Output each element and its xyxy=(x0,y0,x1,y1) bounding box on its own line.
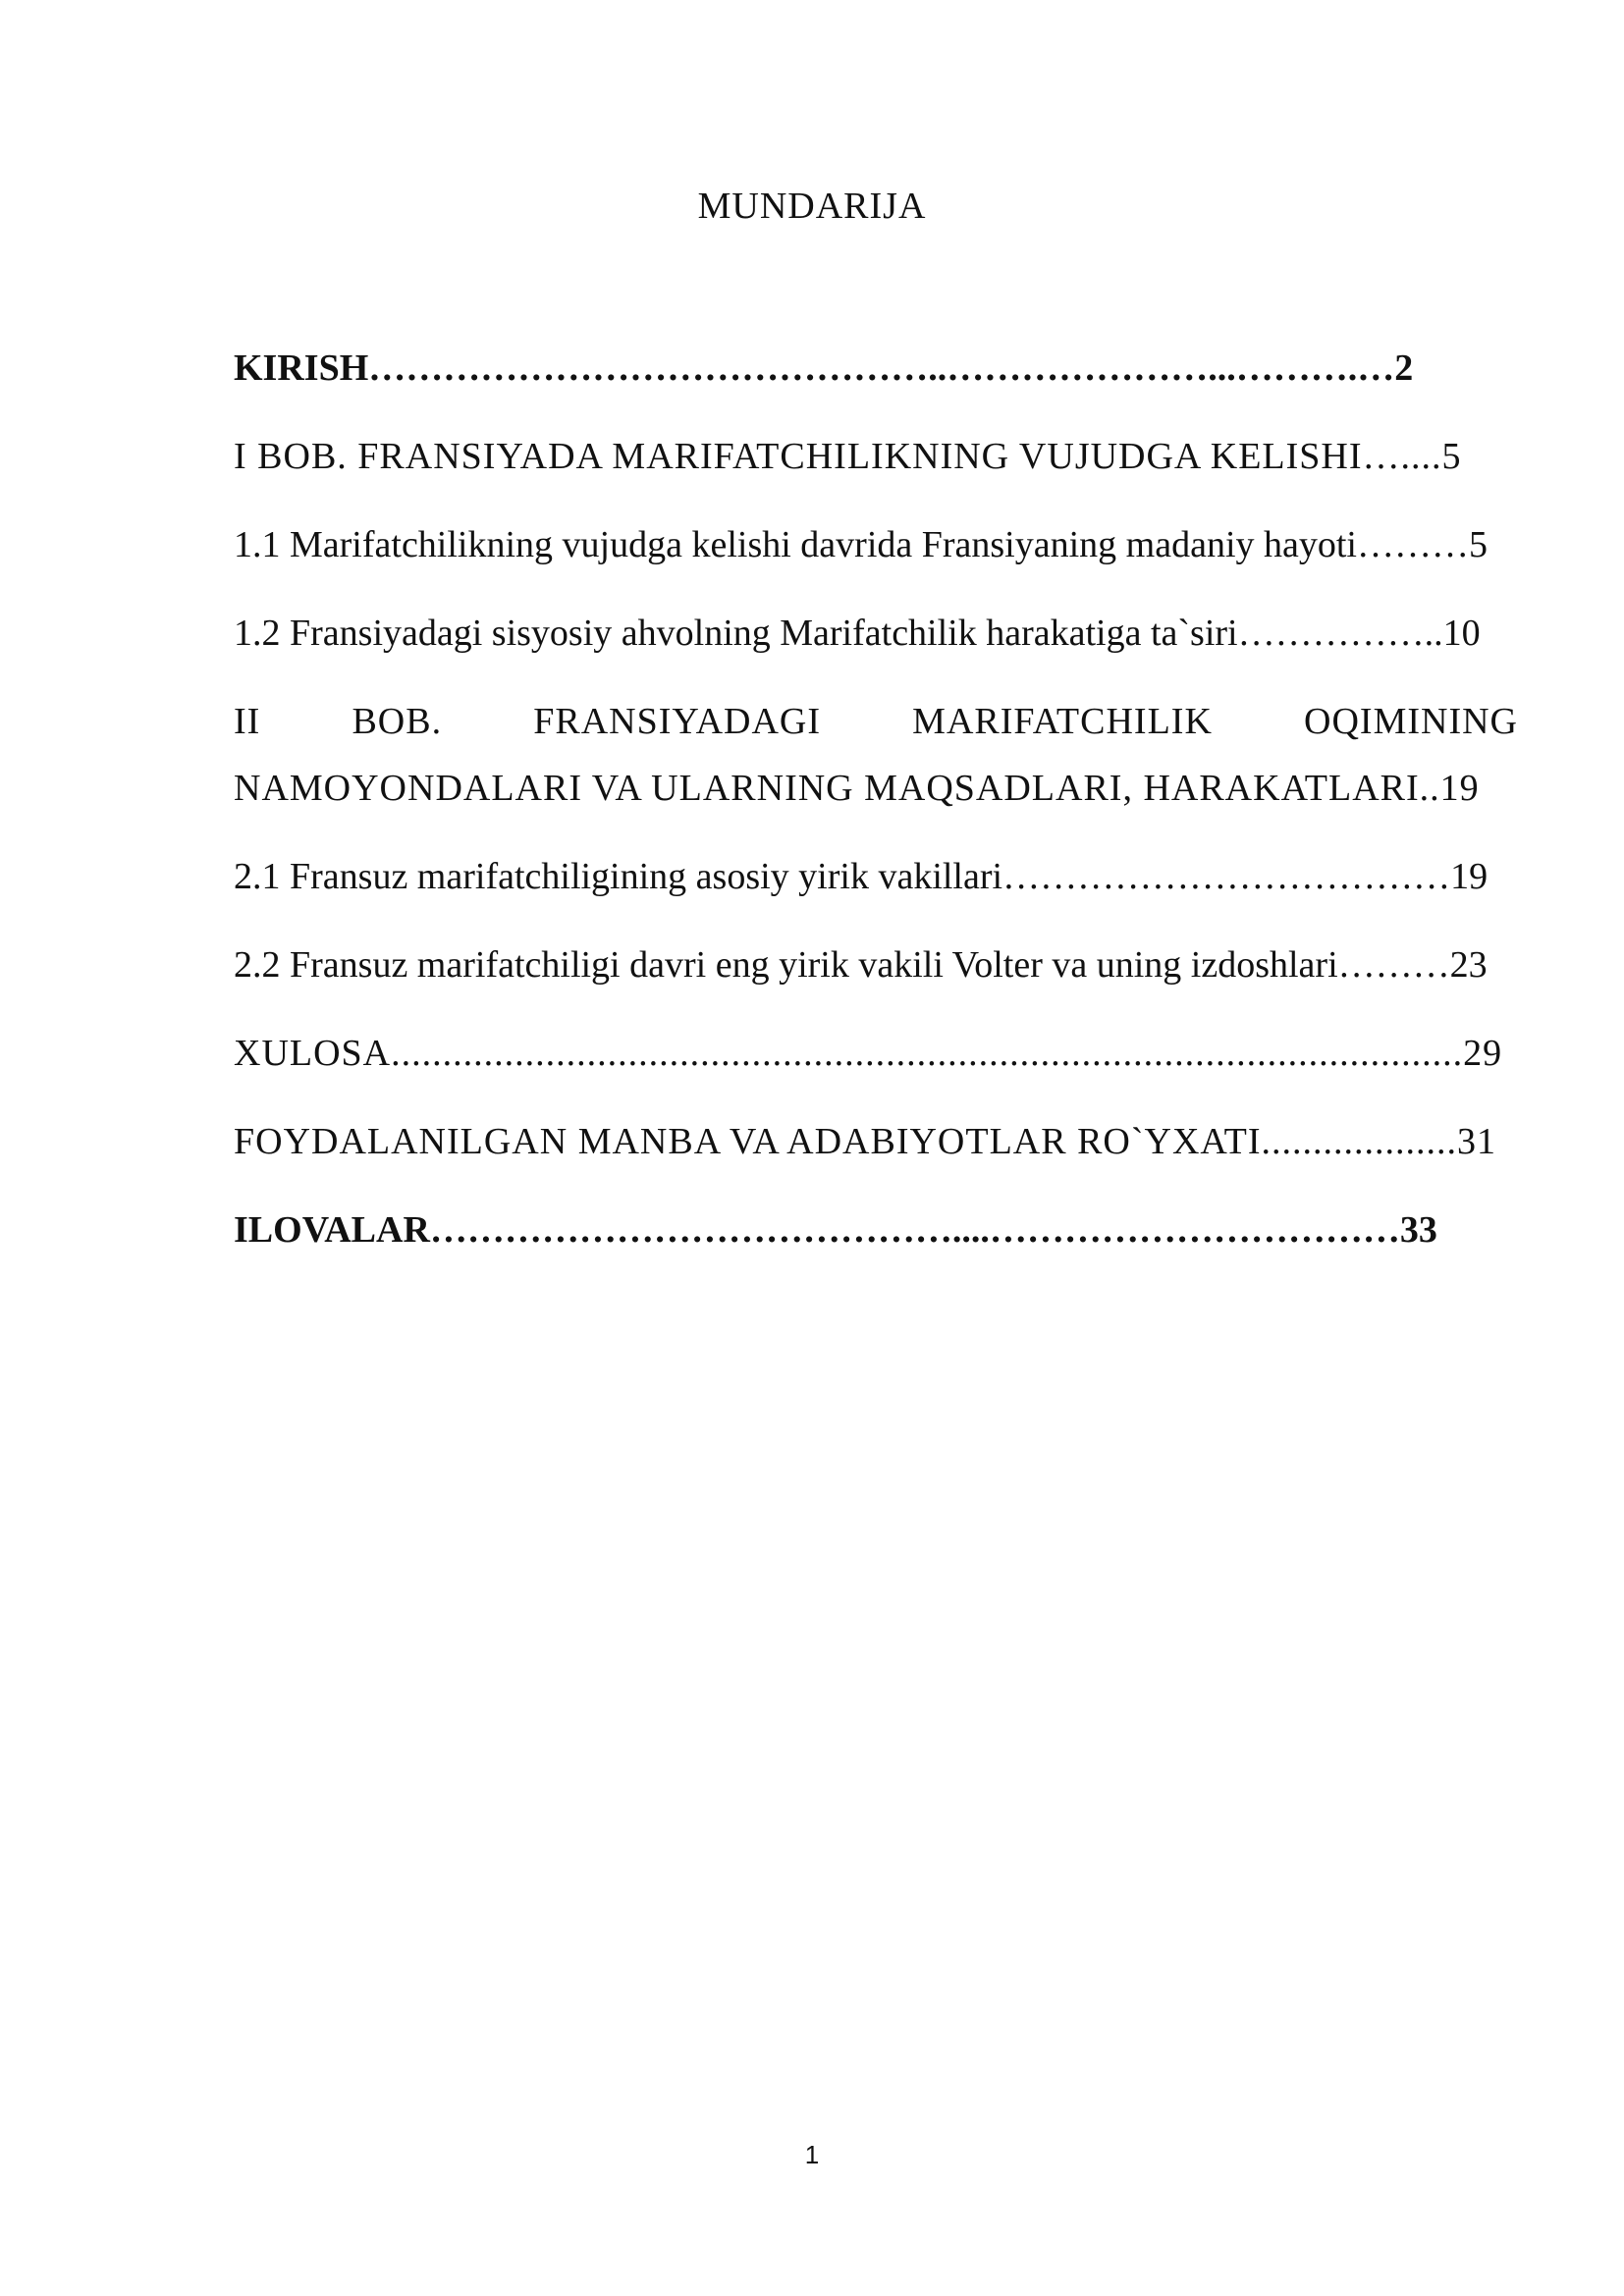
toc-entry-chapter-2-line-2: NAMOYONDALARI VA ULARNING MAQSADLARI, HARAKATLARI..19 xyxy=(234,768,1480,809)
toc-entry-section-2-1: 2.1 Fransuz marifatchiligining asosiy yirik vakillari………………………………19 xyxy=(234,856,1489,897)
table-of-contents xyxy=(234,339,1518,1289)
toc-entry-section-1-2: 1.2 Fransiyadagi sisyosiy ahvolning Marifatchilik harakatiga ta`siri……………..10 xyxy=(234,613,1481,654)
toc-entry-xulosa: XULOSA........................................................................................................29 xyxy=(234,1033,1503,1074)
page-title: MUNDARIJA xyxy=(697,186,927,227)
toc-entry-chapter-2-line-1: II BOB. FRANSIYADAGI MARIFATCHILIK OQIMINING xyxy=(234,701,1518,742)
toc-entry-section-1-1: 1.1 Marifatchilikning vujudga kelishi davrida Fransiyaning madaniy hayoti………5 xyxy=(234,524,1488,565)
toc-entry-chapter-2 xyxy=(234,692,1518,818)
toc-entry-kirish: KIRISH………………………………………..…………………...……….…2 xyxy=(234,347,1414,389)
toc-entry-ilovalar: ILOVALAR……………………………………....……………………………33 xyxy=(234,1209,1437,1251)
toc-entry-chapter-1: I BOB. FRANSIYADA MARIFATCHILIKNING VUJUDGA KELISHI…....5 xyxy=(234,436,1462,477)
toc-entry-section-2-2: 2.2 Fransuz marifatchiligi davri eng yirik vakili Volter va uning izdoshlari………23 xyxy=(234,944,1488,986)
page-number: 1 xyxy=(804,2140,820,2169)
toc-entry-foydalanilgan: FOYDALANILGAN MANBA VA ADABIYOTLAR RO`YXATI...................31 xyxy=(234,1121,1497,1162)
